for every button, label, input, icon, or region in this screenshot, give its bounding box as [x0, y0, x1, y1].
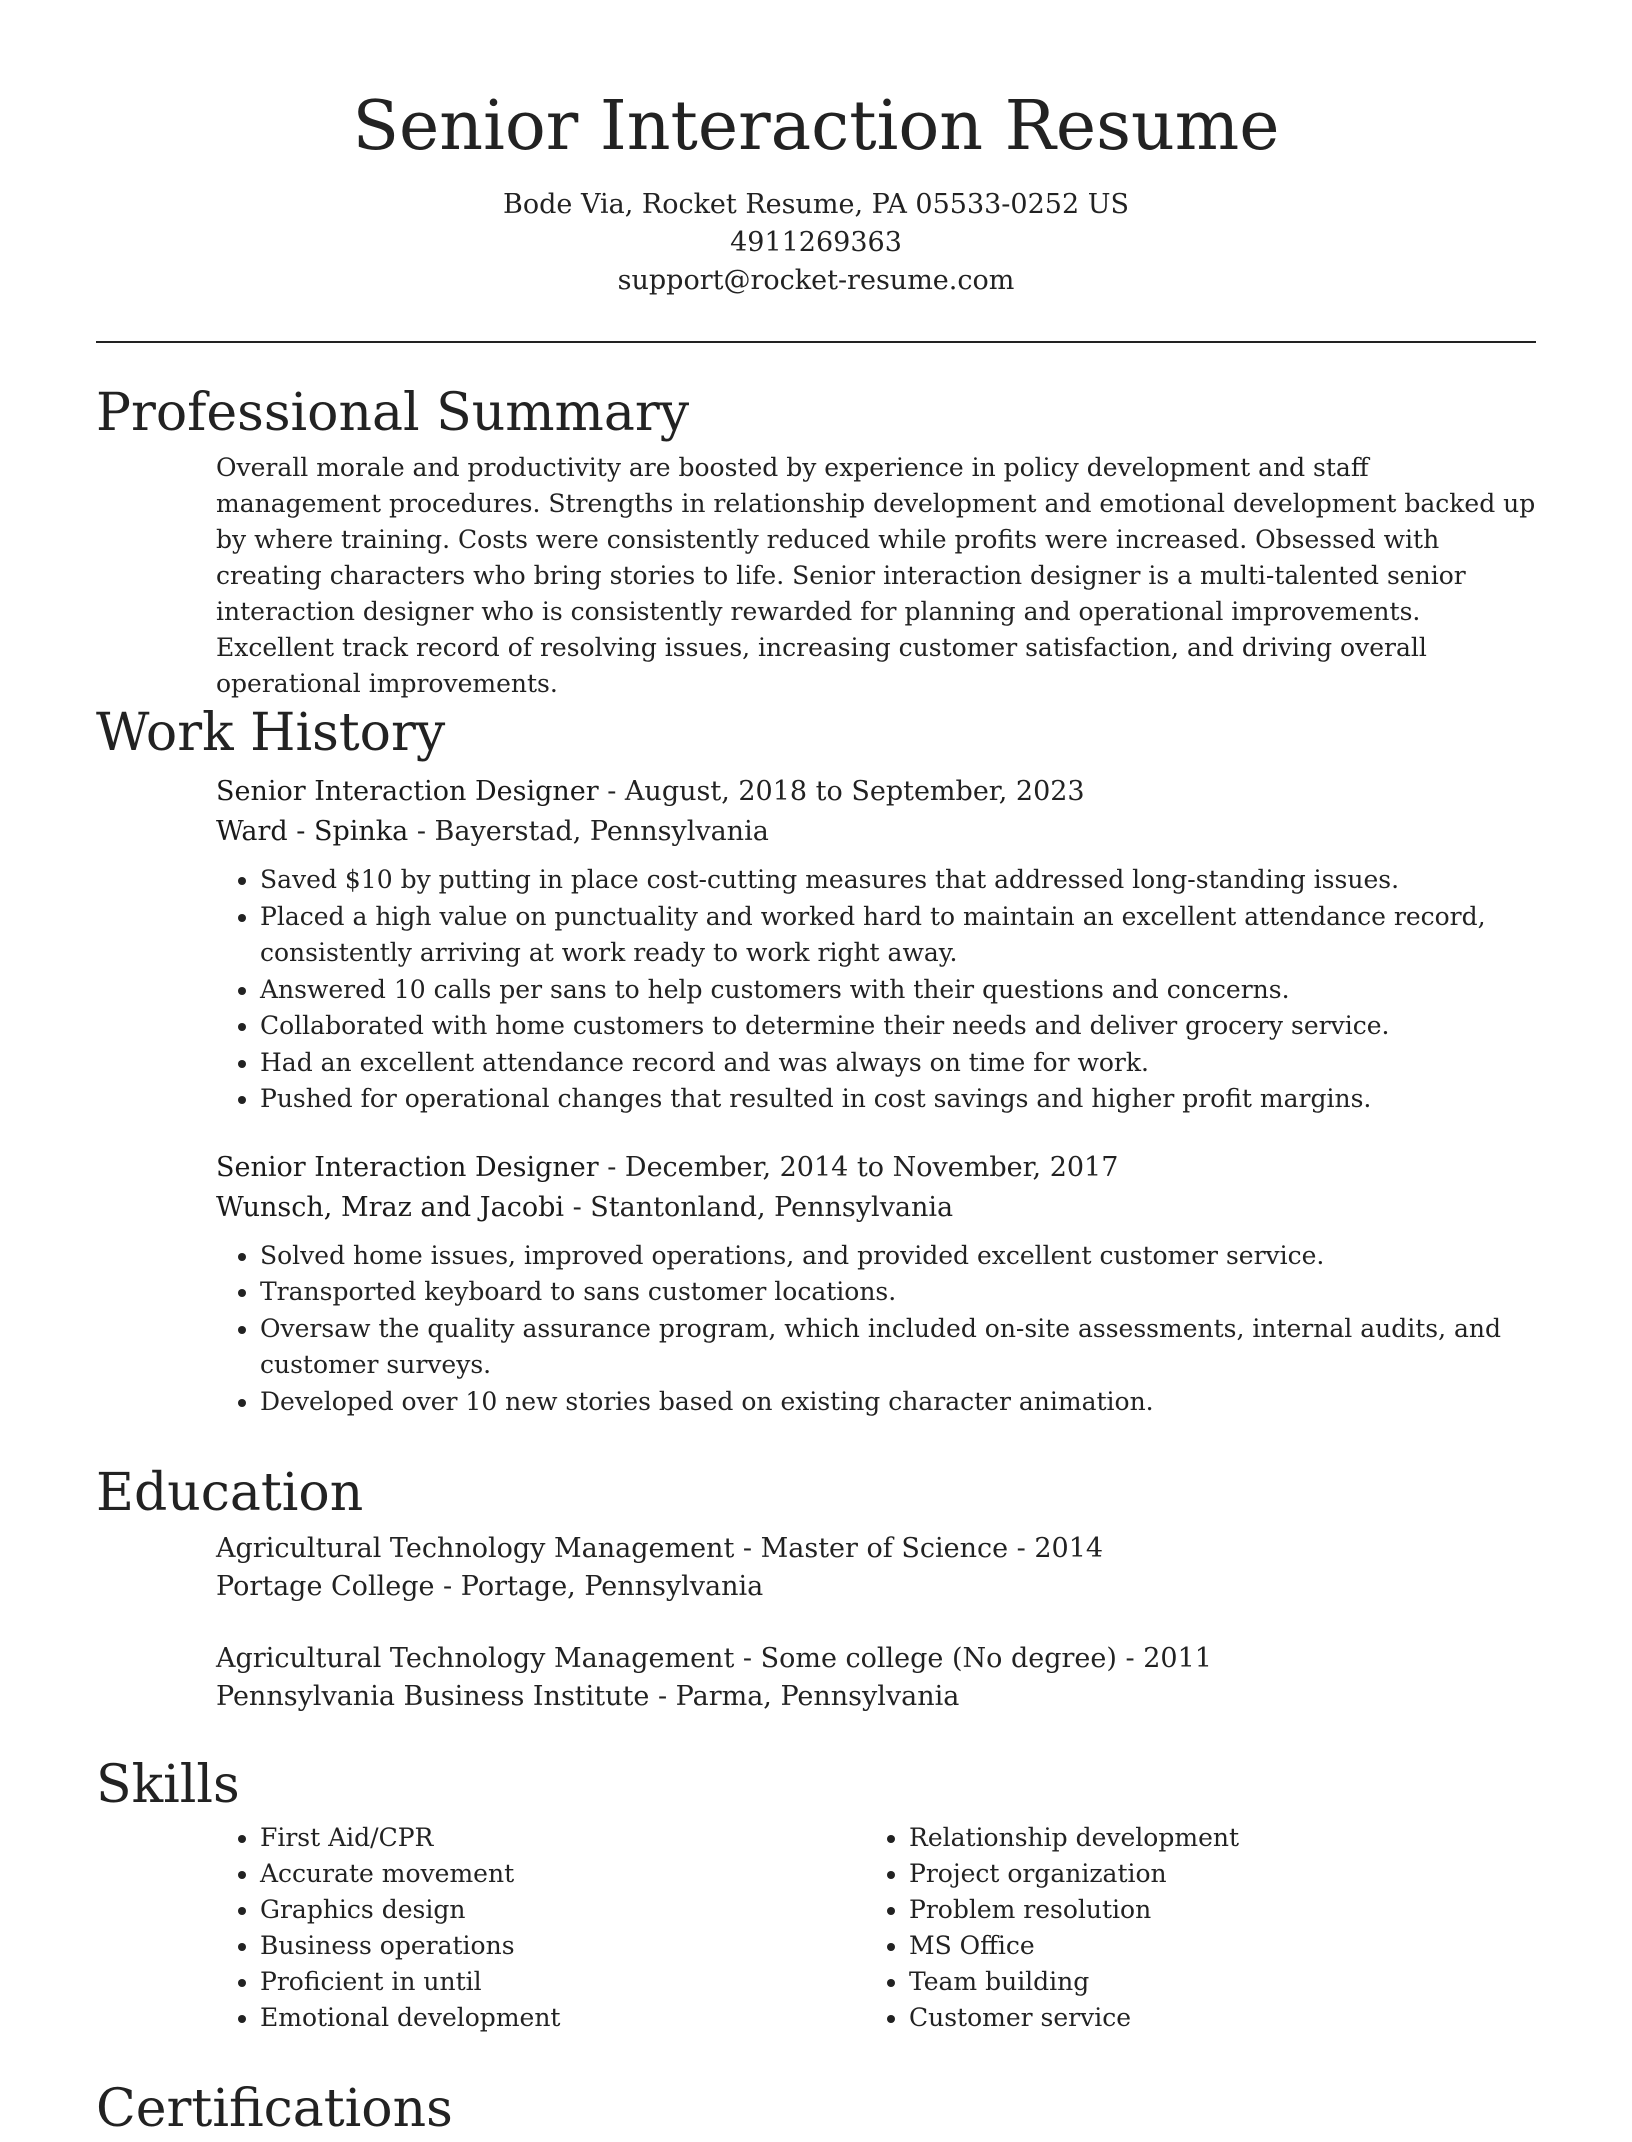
job-location: - Bayerstad, Pennsylvania	[408, 816, 769, 847]
education-location: - Portage, Pennsylvania	[434, 1571, 764, 1602]
skills-heading: Skills	[96, 1755, 240, 1815]
contact-info	[0, 186, 1632, 300]
education-field: Agricultural Technology Management	[216, 1533, 735, 1564]
summary-heading: Professional Summary	[96, 383, 690, 443]
phone: 4911269363	[730, 227, 902, 258]
job-company-line	[216, 1188, 1536, 1228]
job-company: Wunsch, Mraz and Jacobi	[216, 1191, 564, 1223]
job-bullet: • Solved home issues, improved operations, and provided excellent customer service.	[260, 1238, 1536, 1275]
job-bullet: • Collaborated with home customers to determine their needs and deliver grocery service.	[260, 1008, 1536, 1045]
job-company: Ward - Spinka	[216, 816, 409, 847]
education-school: Pennsylvania Business Institute	[216, 1681, 650, 1712]
header-divider	[96, 341, 1536, 343]
job-bullet: • Transported keyboard to sans customer locations.	[260, 1274, 1536, 1311]
education-school: Portage College	[216, 1571, 435, 1602]
job-bullet: • Developed over 10 new stories based on existing character animation.	[260, 1384, 1536, 1421]
job-title: Senior Interaction Designer	[216, 1151, 599, 1183]
skill-item: • Customer service	[909, 2000, 1514, 2036]
education-entry	[216, 1640, 1536, 1716]
skill-item: • Accurate movement	[260, 1856, 865, 1892]
education-degree-line	[216, 1530, 1536, 1568]
job-bullet: • Saved $10 by putting in place cost-cutting measures that addressed long-standing issues.	[260, 862, 1536, 899]
education-degree: - Master of Science - 2014	[734, 1533, 1104, 1564]
resume-header	[0, 0, 1632, 300]
education-school-line	[216, 1568, 1536, 1606]
job-company-line	[216, 812, 1536, 852]
education-heading: Education	[96, 1463, 364, 1523]
job-bullet: • Placed a high value on punctuality and worked hard to maintain an excellent attendance record, consistently arriving at work ready to work right away.	[260, 899, 1536, 972]
skills-columns	[216, 1820, 1536, 2036]
summary-text: Overall morale and productivity are boosted by experience in policy development and staff management procedures. Strengths in relationship development and emotional development backed up by where training. Costs were consistently reduced while profits were increased. Obsessed with creating characters who bring stories to life. Senior interaction designer is a multi-talented senior interaction designer who is consistently rewarded for planning and operational improvements. Excellent track record of resolving issues, increasing customer satisfaction, and driving overall operational improvements.	[216, 453, 1536, 698]
job-bullet: • Had an excellent attendance record and was always on time for work.	[260, 1045, 1536, 1082]
job-bullet: • Pushed for operational changes that resulted in cost savings and higher profit margins.	[260, 1081, 1536, 1118]
work-history-heading: Work History	[96, 703, 446, 763]
skills-list-right	[865, 1820, 1514, 2036]
skills-section	[96, 1752, 1536, 2036]
skill-item: • Emotional development	[260, 2000, 865, 2036]
skill-item: • Graphics design	[260, 1892, 865, 1928]
skill-item: • MS Office	[909, 1928, 1514, 1964]
job-title-line	[216, 1148, 1536, 1188]
education-school-line	[216, 1678, 1536, 1716]
job-entry	[216, 1148, 1536, 1421]
education-section	[96, 1460, 1536, 1716]
skill-item: • Proficient in until	[260, 1964, 865, 2000]
skill-item: • Team building	[909, 1964, 1514, 2000]
job-title: Senior Interaction Designer	[216, 776, 599, 807]
skill-item: • Project organization	[909, 1856, 1514, 1892]
job-title-line	[216, 772, 1536, 812]
work-history-section	[96, 700, 1536, 1420]
education-degree: - Some college (No degree) - 2011	[734, 1643, 1212, 1674]
job-bullets	[216, 1238, 1536, 1421]
education-entry	[216, 1530, 1536, 1606]
job-location: - Stantonland, Pennsylvania	[564, 1191, 954, 1223]
email: support@rocket-resume.com	[617, 265, 1015, 296]
skills-list-left	[216, 1820, 865, 2036]
job-bullets	[216, 862, 1536, 1118]
resume-title: Senior Interaction Resume	[352, 87, 1280, 166]
certifications-heading: Certifications	[96, 2079, 453, 2139]
job-dates: - December, 2014 to November, 2017	[598, 1151, 1119, 1183]
job-bullet: • Oversaw the quality assurance program, which included on-site assessments, internal audits, and customer surveys.	[260, 1311, 1536, 1384]
education-field: Agricultural Technology Management	[216, 1643, 735, 1674]
education-location: - Parma, Pennsylvania	[649, 1681, 960, 1712]
job-bullet: • Answered 10 calls per sans to help customers with their questions and concerns.	[260, 972, 1536, 1009]
skill-item: • Problem resolution	[909, 1892, 1514, 1928]
education-degree-line	[216, 1640, 1536, 1678]
address: Bode Via, Rocket Resume, PA 05533-0252 US	[503, 189, 1129, 220]
skill-item: • Business operations	[260, 1928, 865, 1964]
job-entry	[216, 772, 1536, 1118]
certifications-section	[96, 2076, 1536, 2142]
skill-item: • First Aid/CPR	[260, 1820, 865, 1856]
skill-item: • Relationship development	[909, 1820, 1514, 1856]
job-dates: - August, 2018 to September, 2023	[598, 776, 1085, 807]
summary-section	[96, 380, 1536, 702]
